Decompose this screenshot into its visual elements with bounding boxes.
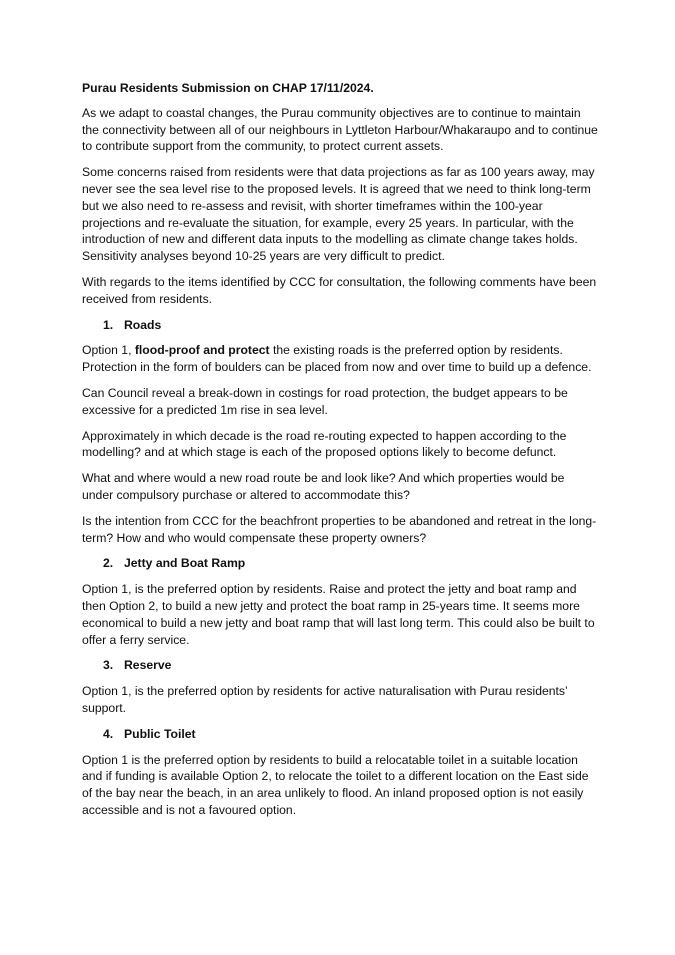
section-paragraph: Is the intention from CCC for the beachfront properties to be abandoned and retreat in the long-term? How and who would compensate these property owners? <box>82 513 597 545</box>
section-heading-roads <box>82 317 598 334</box>
text-run: Option 1, <box>82 343 135 358</box>
section-paragraph: Option 1 is the preferred option by residents to build a relocatable toilet in a suitable location and if funding is available Option 2, to relocate the toilet to a different location on the East side of the bay near the beach, in an area unlikely to flood. An inland proposed option is not easily accessible and is not a favoured option. <box>82 752 589 817</box>
section-paragraph: Can Council reveal a break-down in costings for road protection, the budget appears to be excessive for a predicted 1m rise in sea level. <box>82 385 568 417</box>
section-paragraph: What and where would a new road route be and look like? And which properties would be under compulsory purchase or altered to accommodate this? <box>82 471 565 502</box>
intro-paragraph: With regards to the items identified by CCC for consultation, the following comments have been received from residents. <box>82 274 597 306</box>
section-heading-reserve <box>82 657 598 674</box>
section-number: 2. <box>103 556 114 571</box>
intro-paragraph: Some concerns raised from residents were that data projections as far as 100 years away, may never see the sea level rise to the proposed levels. It is agreed that we need to think long-term but we also need to re-assess and revisit, with shorter timeframes within the 100-year projections and re-evaluate the situation, for example, every 25 years. In particular, with the introduction of new and different data inputs to the modelling as climate change takes holds. Sensitivity analyses beyond 10-25 years are very difficult to predict. <box>82 165 595 264</box>
intro-paragraph: As we adapt to coastal changes, the Purau community objectives are to continue to maintain the connectivity between all of our neighbours in Lyttleton Harbour/Whakaraupo and to continue to contribute support from the community, to protect current assets. <box>82 105 598 154</box>
section-title: Reserve <box>124 658 172 673</box>
section-paragraph: Option 1, is the preferred option by residents. Raise and protect the jetty and boat ramp and then Option 2, to build a new jetty and protect the boat ramp in 25-years time. It seems more economical to build a new jetty and boat ramp that will last long term. This could also be built to offer a ferry service. <box>82 582 595 647</box>
document-title: Purau Residents Submission on CHAP 17/11/2024. <box>82 81 374 95</box>
section-paragraph: Option 1, is the preferred option by residents for active naturalisation with Purau residents’ support. <box>82 684 568 715</box>
section-title: Public Toilet <box>124 726 196 741</box>
section-title: Roads <box>124 317 162 332</box>
roads-option-paragraph <box>82 342 598 376</box>
document-page <box>82 80 598 828</box>
section-number: 4. <box>103 726 114 741</box>
section-paragraph: Approximately in which decade is the road re-routing expected to happen according to the modelling? and at which stage is each of the proposed options likely to become defunct. <box>82 428 567 460</box>
section-heading-jetty <box>82 555 598 572</box>
text-run: the existing roads is the preferred option by residents. Protection in the form of boulders can be placed from now and over time to build up a defence. <box>82 343 592 375</box>
section-number: 3. <box>103 658 114 673</box>
bold-text-run: flood-proof and protect <box>134 343 270 358</box>
section-number: 1. <box>103 317 114 332</box>
section-title: Jetty and Boat Ramp <box>124 556 246 571</box>
section-heading-public-toilet <box>82 726 598 743</box>
